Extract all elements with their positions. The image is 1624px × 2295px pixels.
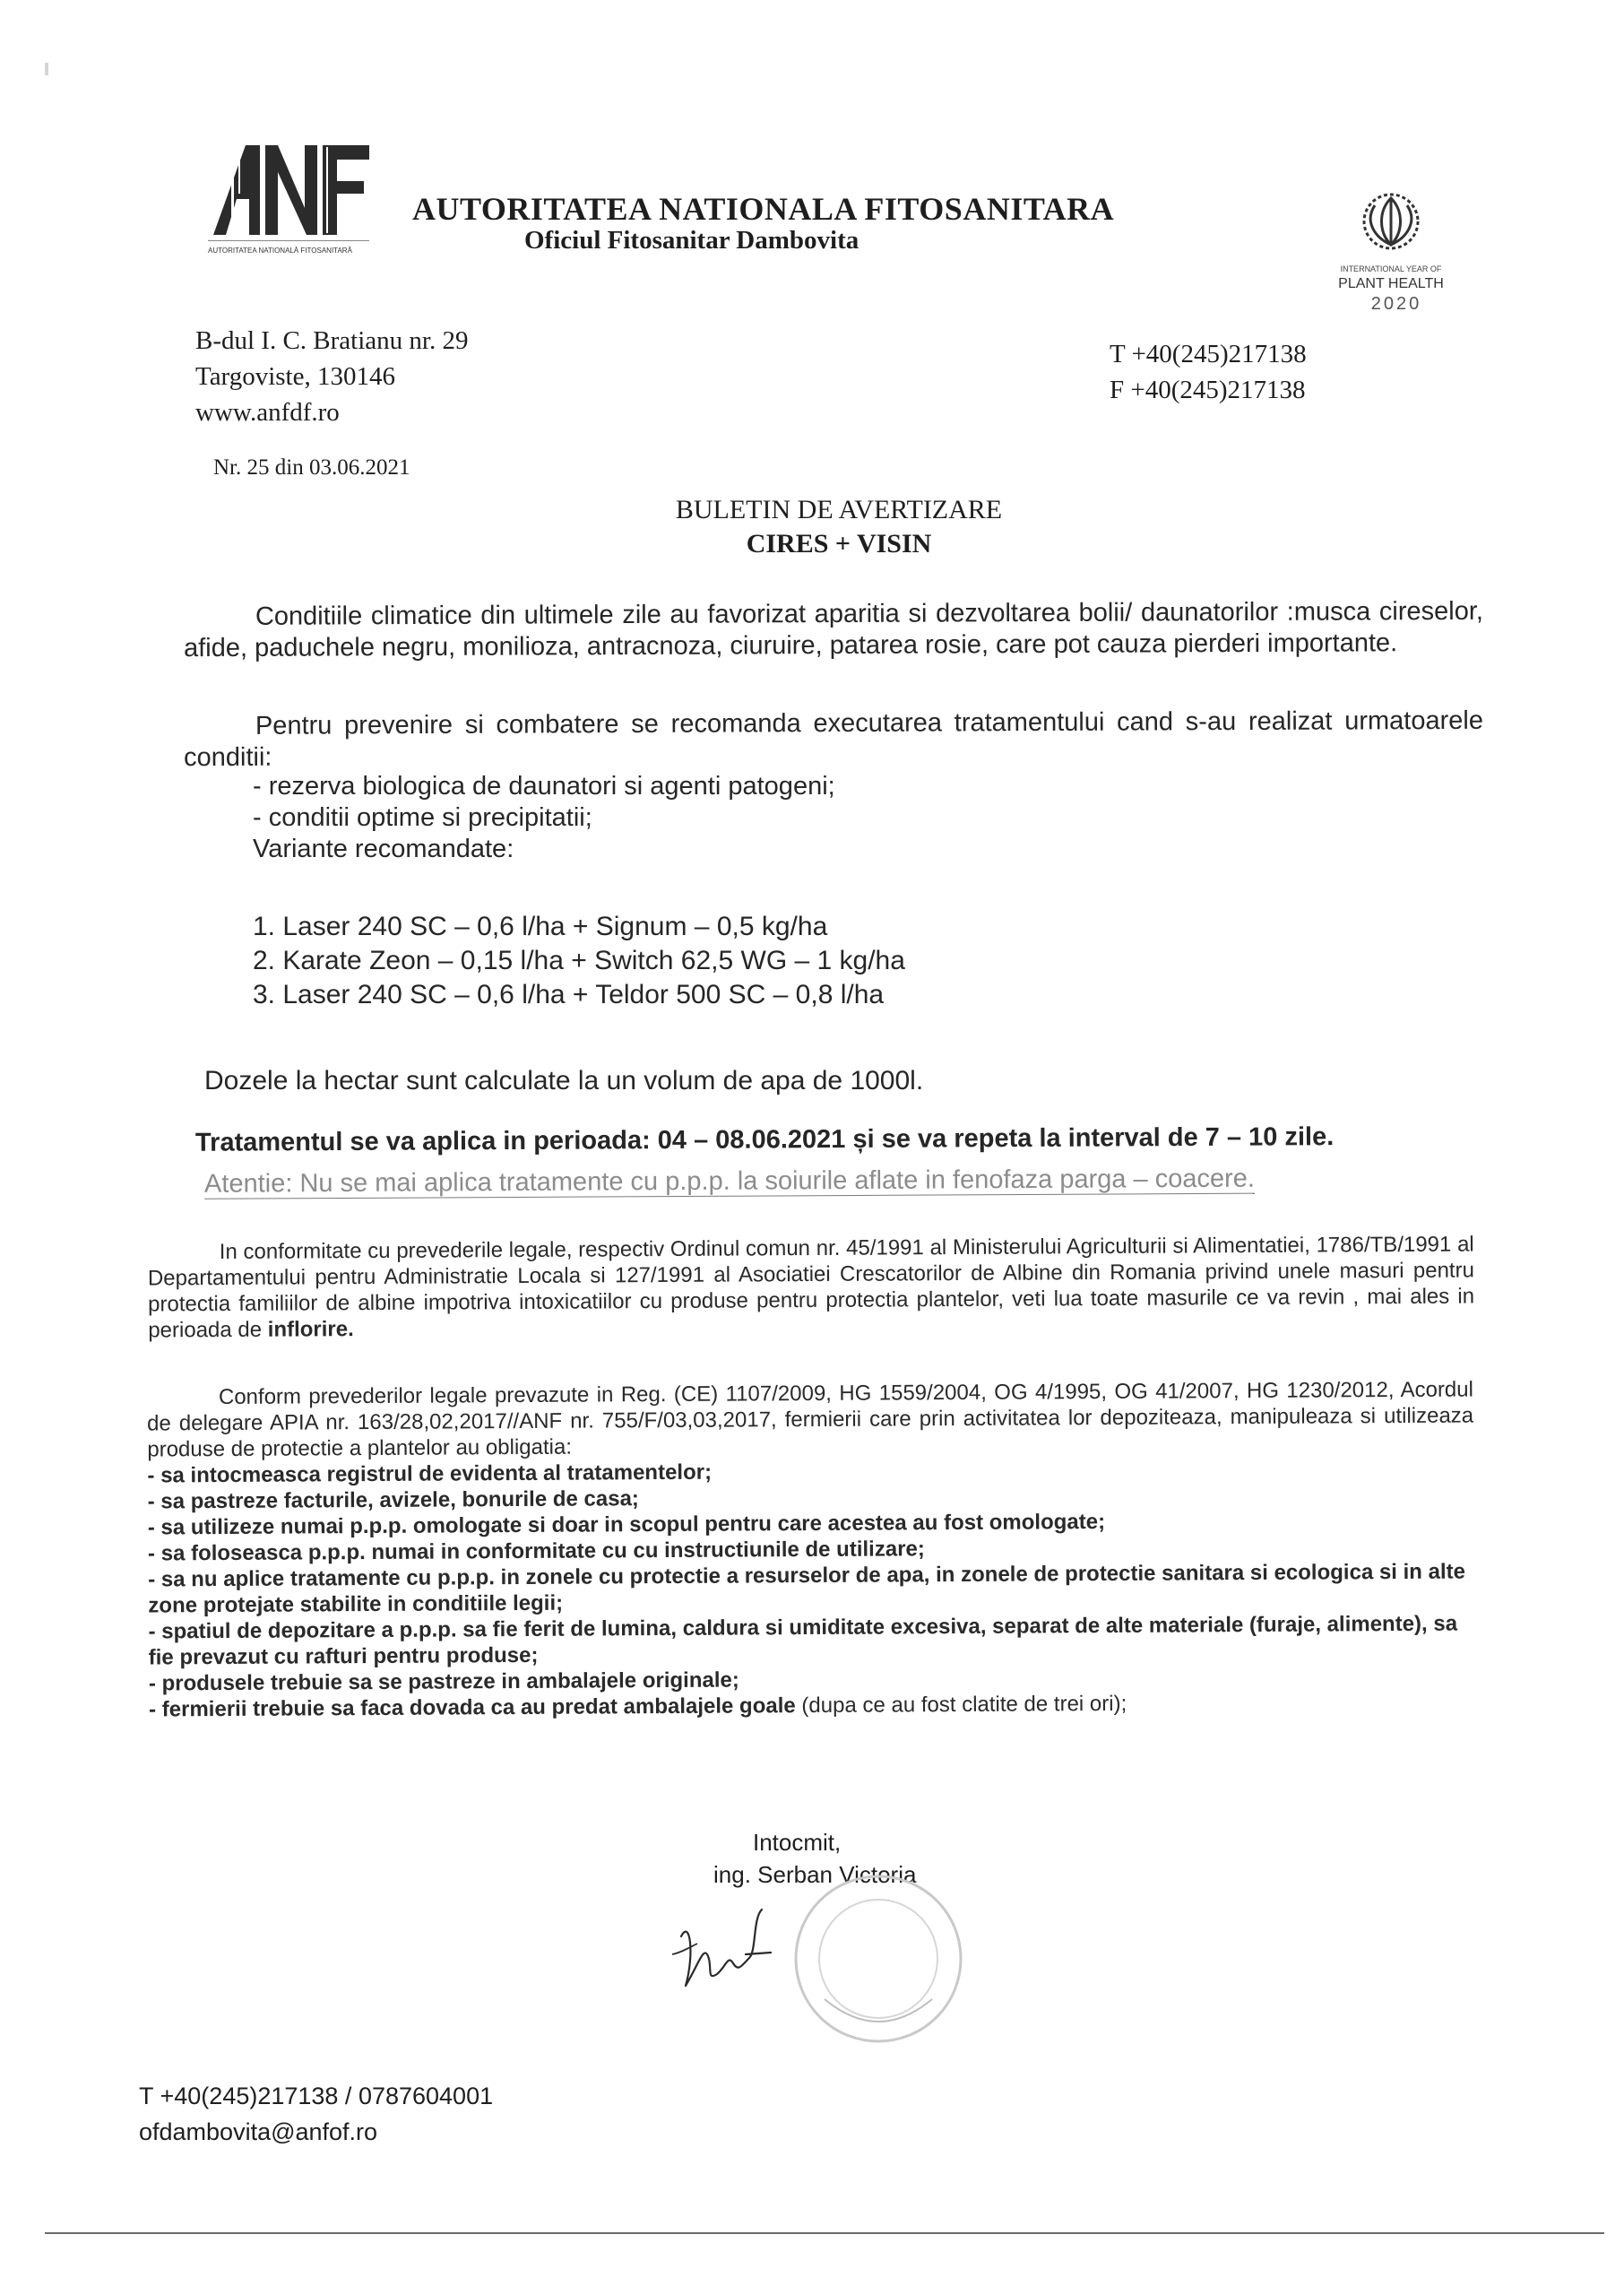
- variant-item: 1. Laser 240 SC – 0,6 l/ha + Signum – 0,5 kg/ha: [253, 912, 828, 941]
- bee-protection-text: In conformitate cu prevederile legale, respectiv Ordinul comun nr. 45/1991 al Ministerului Agriculturii si Alimentatiei, 1786/TB/1991 al Departamentului pentru Administratie Locala si 127/1991 al Asociatiei Crescatorilor de Albine din Romania privind unele masuri pentru protectia familiilor de albine impotriva intoxicatiilor cu produse pentru protectia plantelor, veti lua toate masurile ce va revin , mai ales in perioada de: [147, 1232, 1475, 1343]
- paragraph-prevention: Pentru prevenire si combatere se recomanda executarea tratamentului cand s-au realizat urmatoarele conditii:: [184, 706, 1483, 773]
- footer-contact: [139, 2078, 493, 2150]
- office-name: Oficiul Fitosanitar Dambovita: [524, 226, 860, 255]
- address-street: B-dul I. C. Bratianu nr. 29: [195, 326, 469, 355]
- legal-intro: Conform prevederilor legale prevazute in Reg. (CE) 1107/2009, HG 1559/2004, OG 4/1995, OG 41/2007, HG 1230/2012, Acordul de delegare APIA nr. 163/28,02,2017//ANF nr. 755/F/03,03,2017, fermierii care prin activitatea lor depoziteaza, manipuleaza si utilizeaza produse de protectie a plantelor au obligatia:: [147, 1377, 1474, 1462]
- footer-divider: [45, 2232, 1604, 2234]
- obligation-item: - sa foloseasca p.p.p. numai in conformitate cu cu instructiunile de utilizare;: [147, 1537, 925, 1566]
- plant-health-logo: [1317, 175, 1465, 318]
- address-block: [195, 323, 468, 430]
- obligation-item: - sa nu aplice tratamente cu p.p.p. in zonele cu protectie a resurselor de apa, in zonele de protectie sanitara si ecologica si in alte zone protejate stabilite in conditiile legii;: [148, 1559, 1466, 1618]
- attention-text: Atentie: Nu se mai aplica tratamente cu p.p.p. la soiurile aflate in fenofaza parga – coacere.: [203, 1164, 1256, 1199]
- org-name: AUTORITATEA NATIONALA FITOSANITARA: [412, 191, 1115, 227]
- obligation-item: - produsele trebuie sa se pastreze in ambalajele originale;: [148, 1667, 739, 1696]
- anf-logo: [204, 126, 375, 260]
- bee-protection-emphasis: inflorire.: [267, 1317, 354, 1342]
- obligation-item: - sa utilizeze numai p.p.p. omologate si doar in scopul pentru care acestea au fost omologate;: [147, 1509, 1106, 1540]
- dose-note: Dozele la hectar sunt calculate la un volum de apa de 1000l.: [204, 1066, 924, 1096]
- prepared-by-label: Intocmit,: [753, 1829, 842, 1856]
- obligation-last-suffix: (dupa ce au fost clatite de trei ori);: [795, 1691, 1127, 1719]
- obligation-last-bold: - fermierii trebuie sa faca dovada ca au predat ambalajele goale: [148, 1693, 796, 1722]
- logo-caption: AUTORITATEA NATIONALĂ FITOSANITARĂ: [208, 247, 352, 255]
- contact-block: [1110, 336, 1307, 408]
- variants-list: [253, 910, 1552, 1012]
- signatory-name: ing. Serban Victoria: [713, 1861, 917, 1888]
- iyph-year: 2020: [1370, 294, 1422, 314]
- iyph-line1: INTERNATIONAL YEAR OF: [1340, 264, 1442, 273]
- variant-item: 3. Laser 240 SC – 0,6 l/ha + Teldor 500 SC – 0,8 l/ha: [253, 980, 885, 1009]
- footer-phones: T +40(245)217138 / 0787604001: [139, 2083, 494, 2109]
- paragraph-conditions: Conditiile climatice din ultimele zile au favorizat aparitia si dezvoltarea bolii/ daunatorilor :musca cireselor, afide, paduchele negru, monilioza, antracnoza, ciuruire, patarea rosie, care pot cauza pierderi importante.: [184, 596, 1483, 663]
- obligations-list: [147, 1454, 1475, 1722]
- official-stamp: [789, 1865, 968, 2053]
- obligation-item: - spatiul de depozitare a p.p.p. sa fie ferit de lumina, caldura si umiditate excesiva, separat de alte materiale (furaje, alimente), sa fie prevazut cu rafturi pentru produse;: [148, 1611, 1458, 1670]
- document-number: Nr. 25 din 03.06.2021: [213, 455, 410, 480]
- title-line-2: CIRES + VISIN: [746, 529, 932, 559]
- scan-mark: [45, 63, 48, 75]
- variants-label: Variante recomandate:: [253, 835, 514, 863]
- phone-number: T +40(245)217138: [1110, 340, 1307, 368]
- website-link[interactable]: www.anfdf.ro: [195, 398, 340, 427]
- treatment-period: Tratamentul se va aplica in perioada: 04 – 08.06.2021 și se va repeta la interval de 7 – 10 zile.: [194, 1122, 1335, 1157]
- condition-item: - conditii optime si precipitatii;: [253, 803, 592, 832]
- attention-note: [204, 1162, 1504, 1200]
- handwritten-signature: [663, 1901, 798, 2017]
- title-line-1: BULETIN DE AVERTIZARE: [675, 495, 1003, 524]
- bulletin-title: [0, 493, 1624, 561]
- variant-item: 2. Karate Zeon – 0,15 l/ha + Switch 62,5 WG – 1 kg/ha: [253, 946, 905, 975]
- footer-email[interactable]: ofdambovita@anfof.ro: [139, 2118, 378, 2145]
- obligation-item: - sa pastreze facturile, avizele, bonurile de casa;: [147, 1486, 639, 1514]
- fax-number: F +40(245)217138: [1110, 376, 1306, 404]
- condition-item: - rezerva biologica de daunatori si agenti patogeni;: [253, 772, 835, 801]
- address-city: Targoviste, 130146: [195, 362, 395, 391]
- conditions-list: [253, 771, 1552, 865]
- iyph-line2: PLANT HEALTH: [1338, 276, 1444, 291]
- legal-obligations: [147, 1376, 1475, 1722]
- obligation-item: - sa intocmeasca registrul de evidenta al tratamentelor;: [147, 1459, 713, 1488]
- bee-protection-paragraph: [148, 1231, 1475, 1343]
